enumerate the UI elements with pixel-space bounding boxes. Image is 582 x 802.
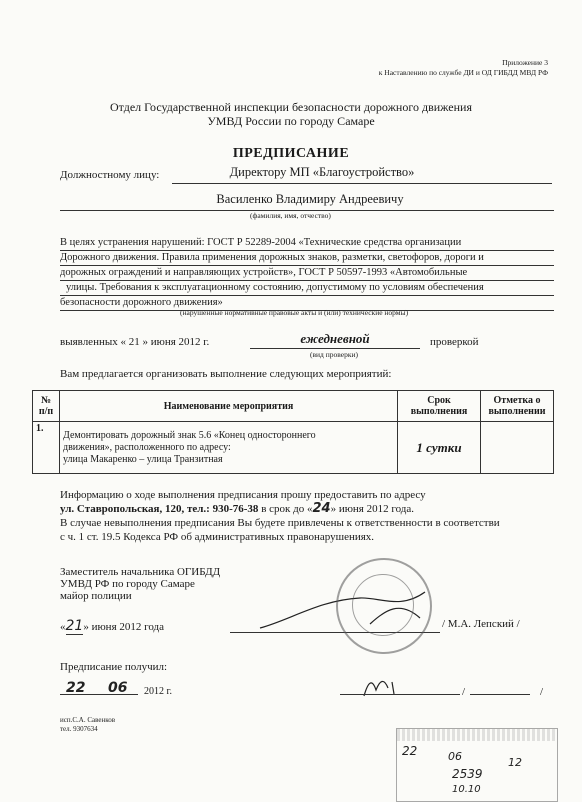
signer-line1: Заместитель начальника ОГИБДД bbox=[60, 566, 221, 578]
row-measure-line2: движения», расположенного по адресу: bbox=[63, 442, 231, 453]
document-title: ПРЕДПИСАНИЕ bbox=[232, 146, 350, 161]
department-header bbox=[0, 100, 582, 128]
inspection-detected: выявленных « 21 » июня 2012 г. bbox=[60, 336, 210, 348]
row-measure-line3: улица Макаренко – улица Транзитная bbox=[63, 454, 223, 465]
row-number: 1. bbox=[33, 422, 60, 474]
col-term-header: Срок выполнения bbox=[398, 391, 481, 422]
table-row bbox=[33, 422, 554, 474]
signer-date bbox=[60, 618, 164, 634]
header-line1: Отдел Государственной инспекции безопасности дорожного движения bbox=[109, 100, 472, 114]
appendix-line1: Приложение 3 bbox=[502, 58, 548, 67]
signer-date-day: 21 bbox=[65, 618, 84, 634]
row-term: 1 сутки bbox=[398, 422, 481, 474]
corner-note-5: 10.10 bbox=[452, 784, 481, 795]
violations-block bbox=[60, 236, 554, 311]
violations-line3: дорожных ограждений и направляющих устройств», ГОСТ Р 50597-1993 «Автомобильные bbox=[60, 266, 554, 281]
received-date-line bbox=[60, 694, 138, 695]
signer-date-open: « bbox=[60, 621, 66, 633]
corner-note-2: 06 bbox=[448, 750, 462, 763]
report-line1: Информацию о ходе выполнения предписания прошу предоставить по адресу bbox=[60, 489, 426, 501]
header-line2: УМВД России по городу Самаре bbox=[207, 114, 375, 128]
received-slash1: / bbox=[462, 686, 466, 698]
official-name-caption: (фамилия, имя, отчество) bbox=[250, 211, 331, 220]
received-name-line bbox=[470, 688, 530, 695]
received-signature-line bbox=[340, 688, 460, 695]
signer-block bbox=[60, 566, 220, 602]
official-name: Василенко Владимиру Андреевичу bbox=[216, 192, 404, 206]
violations-line1: В целях устранения нарушений: ГОСТ Р 52289-2004 «Технические средства организации bbox=[60, 236, 554, 251]
executor-block bbox=[60, 716, 115, 734]
report-block bbox=[60, 488, 560, 544]
inspection-type-caption: (вид проверки) bbox=[310, 350, 358, 359]
executor-line2: тел. 9307634 bbox=[60, 725, 98, 733]
received-date bbox=[60, 682, 240, 700]
signer-name: / М.А. Лепский / bbox=[442, 618, 520, 630]
received-slash2: / bbox=[540, 686, 544, 698]
executor-line1: исп.С.А. Савенков bbox=[60, 716, 116, 724]
received-year: 2012 г. bbox=[144, 686, 172, 697]
appendix-line2: к Наставлению по службе ДИ и ОД ГИБДД МВД РФ bbox=[378, 68, 548, 77]
received-label: Предписание получил: bbox=[60, 661, 168, 673]
report-deadline-day: 24 bbox=[312, 501, 331, 516]
official-label: Должностному лицу: bbox=[60, 169, 160, 181]
violations-line5: безопасности дорожного движения» bbox=[60, 296, 554, 311]
report-line3: В случае невыполнения предписания Вы будете привлечены к ответственности в соответстви bbox=[60, 517, 500, 529]
official-stamp bbox=[336, 558, 432, 654]
row-measure-line1: Демонтировать дорожный знак 5.6 «Конец одностороннего bbox=[63, 430, 316, 441]
corner-note-3: 12 bbox=[508, 756, 522, 769]
row-mark bbox=[481, 422, 554, 474]
received-month: 06 bbox=[108, 680, 128, 696]
violations-line4: улицы. Требования к эксплуатационному состоянию, допустимому по условиям обеспечения bbox=[60, 281, 554, 296]
inspection-suffix: проверкой bbox=[430, 336, 479, 348]
inspection-type: ежедневной bbox=[300, 331, 370, 346]
col-measure-header: Наименование мероприятия bbox=[60, 391, 398, 422]
signer-date-rest: » июня 2012 года bbox=[83, 621, 165, 633]
col-number-header: № п/п bbox=[33, 391, 60, 422]
report-deadline-suffix: » июня 2012 года. bbox=[330, 503, 415, 515]
report-line4: с ч. 1 ст. 19.5 Кодекса РФ об административных правонарушениях. bbox=[60, 531, 375, 543]
signer-line2: УМВД РФ по городу Самаре bbox=[60, 578, 195, 590]
received-day: 22 bbox=[66, 680, 86, 696]
report-deadline-prefix: в срок до « bbox=[261, 503, 313, 515]
table-header-row bbox=[33, 391, 554, 422]
report-address: ул. Ставропольская, 120, тел.: 930-76-38 bbox=[60, 503, 259, 515]
measures-table bbox=[32, 390, 554, 474]
signer-line3: майор полиции bbox=[60, 590, 132, 602]
corner-note-1: 22 bbox=[402, 744, 418, 758]
received-signature bbox=[358, 672, 418, 702]
appendix-note bbox=[379, 58, 548, 78]
violations-caption: (нарушенные нормативные правовые акты и (или) технические нормы) bbox=[180, 308, 409, 317]
corner-note-4: 2539 bbox=[452, 767, 483, 781]
col-mark-header: Отметка о выполнении bbox=[481, 391, 554, 422]
official-position: Директору МП «Благоустройство» bbox=[229, 165, 415, 179]
report-line2 bbox=[60, 502, 560, 516]
proposal-text: Вам предлагается организовать выполнение следующих мероприятий: bbox=[60, 368, 392, 380]
violations-line2: Дорожного движения. Правила применения дорожных знаков, разметки, светофоров, дороги и bbox=[60, 251, 554, 266]
row-measure bbox=[60, 422, 398, 474]
